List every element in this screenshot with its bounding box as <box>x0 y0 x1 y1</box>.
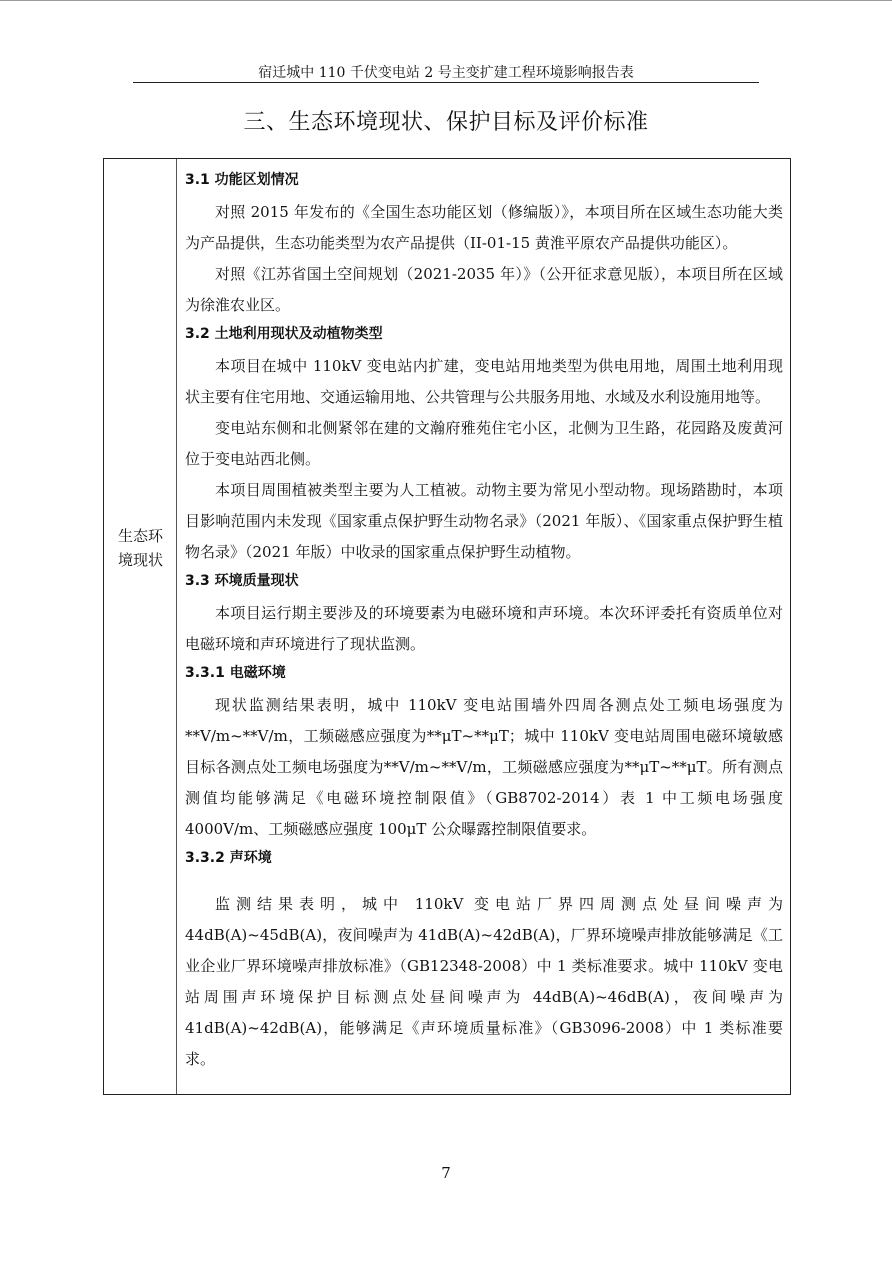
paragraph: 本项目周围植被类型主要为人工植被。动物主要为常见小型动物。现场踏勘时，本项目影响范围内未发现《国家重点保护野生动物名录》（2021 年版）、《国家重点保护野生植物名录》（2021 年版）中收录的国家重点保护野生动植物。 <box>185 481 783 561</box>
section-heading: 3.3.1 电磁环境 <box>185 665 286 681</box>
section-heading: 3.3.2 声环境 <box>185 850 272 866</box>
paragraph: 变电站东侧和北侧紧邻在建的文瀚府雅苑住宅小区，北侧为卫生路，花园路及废黄河位于变电站西北侧。 <box>185 419 783 468</box>
header-rule <box>133 82 759 83</box>
paragraph: 本项目运行期主要涉及的环境要素为电磁环境和声环境。本次环评委托有资质单位对电磁环境和声环境进行了现状监测。 <box>185 604 783 653</box>
content-table <box>103 158 791 1095</box>
row-label-line-2: 境现状 <box>117 551 163 569</box>
running-header: 宿迁城中 110 千伏变电站 2 号主变扩建工程环境影响报告表 <box>258 65 634 81</box>
section-heading: 3.2 土地利用现状及动植物类型 <box>185 326 383 342</box>
paragraph: 监测结果表明，城中 110kV 变电站厂界四周测点处昼间噪声为 44dB(A)~45dB(A)，夜间噪声为 41dB(A)~42dB(A)，厂界环境噪声排放能够满足《工业企业厂界环境噪声排放标准》（GB12348-2008）中 1 类标准要求。城中 110kV 变电站周围声环境保护目标测点处昼间噪声为 44dB(A)~46dB(A)，夜间噪声为 41dB(A)~42dB(A)，能够满足《声环境质量标准》（GB3096-2008）中 1 类标准要求。 <box>185 895 783 1068</box>
paragraph: 现状监测结果表明，城中 110kV 变电站围墙外四周各测点处工频电场强度为**V/m~**V/m，工频磁感应强度为**μT~**μT；城中 110kV 变电站周围电磁环境敏感目标各测点处工频电场强度为**V/m~**V/m，工频磁感应强度为**μT~**μT。所有测点测值均能够满足《电磁环境控制限值》（GB8702-2014）表 1 中工频电场强度 4000V/m、工频磁感应强度 100μT 公众曝露控制限值要求。 <box>185 696 783 838</box>
row-label-cell <box>104 159 177 1094</box>
paragraph: 本项目在城中 110kV 变电站内扩建，变电站用地类型为供电用地，周围土地利用现状主要有住宅用地、交通运输用地、公共管理与公共服务用地、水域及水利设施用地等。 <box>185 357 783 406</box>
row-label-line-1: 生态环 <box>117 527 163 545</box>
section-heading: 3.3 环境质量现状 <box>185 573 299 589</box>
row-label <box>104 524 177 572</box>
page-top-border <box>0 0 892 1</box>
section-title: 三、生态环境现状、保护目标及评价标准 <box>243 110 649 135</box>
paragraph: 对照 2015 年发布的《全国生态功能区划（修编版）》，本项目所在区域生态功能大类为产品提供，生态功能类型为农产品提供（II-01-15 黄淮平原农产品提供功能区）。 <box>185 203 783 252</box>
page-number: 7 <box>441 1164 451 1182</box>
paragraph: 对照《江苏省国土空间规划（2021-2035 年）》（公开征求意见版），本项目所在区域为徐淮农业区。 <box>185 265 783 314</box>
content-cell <box>185 167 783 1075</box>
section-heading: 3.1 功能区划情况 <box>185 172 299 188</box>
spacer <box>185 875 783 889</box>
